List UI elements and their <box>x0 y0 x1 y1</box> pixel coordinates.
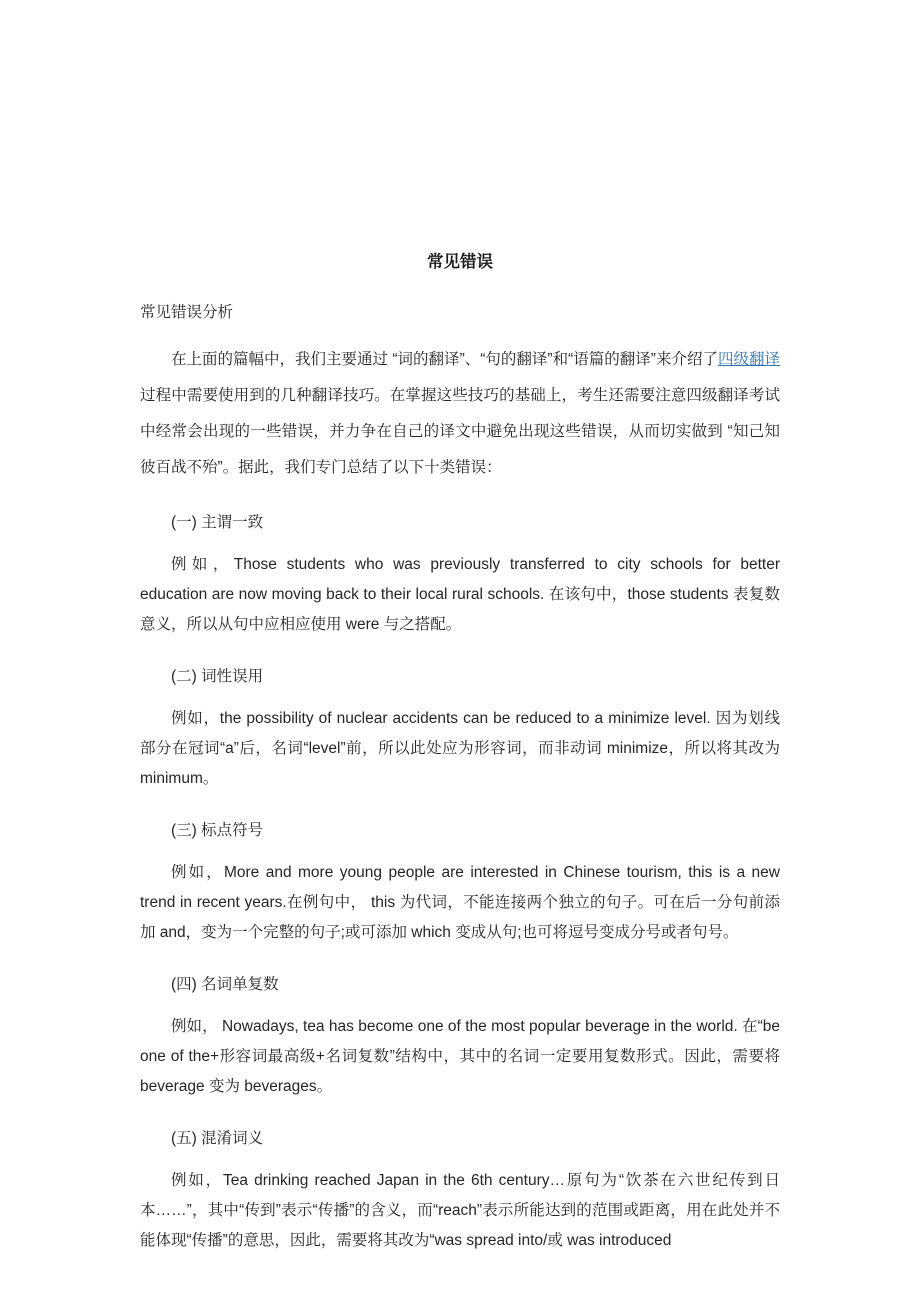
section-intro-label: 常见错误分析 <box>140 304 234 321</box>
section-heading: (四) 名词单复数 <box>171 976 279 993</box>
section-body: 例如，Those students who was previously transferred to city schools for better education are now moving back to their local rural schools. 在该句中，those students 表复数意义，所以从句中应相应使用 were 与之搭配。 <box>140 556 780 633</box>
section-heading: (一) 主谓一致 <box>171 514 264 531</box>
section-body: 例如，the possibility of nuclear accidents can be reduced to a minimize level. 因为划线部分在冠词“a”后，名词“level”前，所以此处应为形容词，而非动词 minimize，所以将其改为 minimum。 <box>140 710 780 787</box>
section-noun-number <box>140 970 780 1102</box>
section-heading: (二) 词性误用 <box>171 668 264 685</box>
section-heading: (三) 标点符号 <box>171 822 264 839</box>
page-title: 常见错误 <box>427 253 493 271</box>
intro-text-before-link: 在上面的篇幅中，我们主要通过 “词的翻译”、“句的翻译”和“语篇的翻译”来介绍了 <box>171 351 718 368</box>
cet4-translation-link[interactable]: 四级翻译 <box>717 351 780 368</box>
section-heading: (五) 混淆词义 <box>171 1130 264 1147</box>
intro-paragraph <box>140 342 780 486</box>
section-punctuation <box>140 816 780 948</box>
section-body: 例如，Tea drinking reached Japan in the 6th century…原句为“饮茶在六世纪传到日本……”，其中“传到”表示“传播”的含义，而“reach”表示所能达到的范围或距离，用在此处并不能体现“传播”的意思，因此，需要将其改为“was spread into/或 was introduced <box>140 1172 780 1249</box>
section-subject-verb-agreement <box>140 508 780 640</box>
section-body: 例如， Nowadays, tea has become one of the most popular beverage in the world. 在“be one of the+形容词最高级+名词复数”结构中，其中的名词一定要用复数形式。因此，需要将 beverage 变为 beverages。 <box>140 1018 780 1095</box>
section-part-of-speech-misuse <box>140 662 780 794</box>
section-body: 例如，More and more young people are interested in Chinese tourism, this is a new trend in recent years.在例句中， this 为代词，不能连接两个独立的句子。可在后一分句前添加 and，变为一个完整的句子;或可添加 which 变成从句;也可将逗号变成分号或者句号。 <box>140 864 780 941</box>
section-confused-word-meaning <box>140 1124 780 1256</box>
intro-text-after-link: 过程中需要使用到的几种翻译技巧。在掌握这些技巧的基础上，考生还需要注意四级翻译考试中经常会出现的一些错误，并力争在自己的译文中避免出现这些错误，从而切实做到 “知己知彼百战不殆”。据此，我们专门总结了以下十类错误： <box>140 387 780 476</box>
